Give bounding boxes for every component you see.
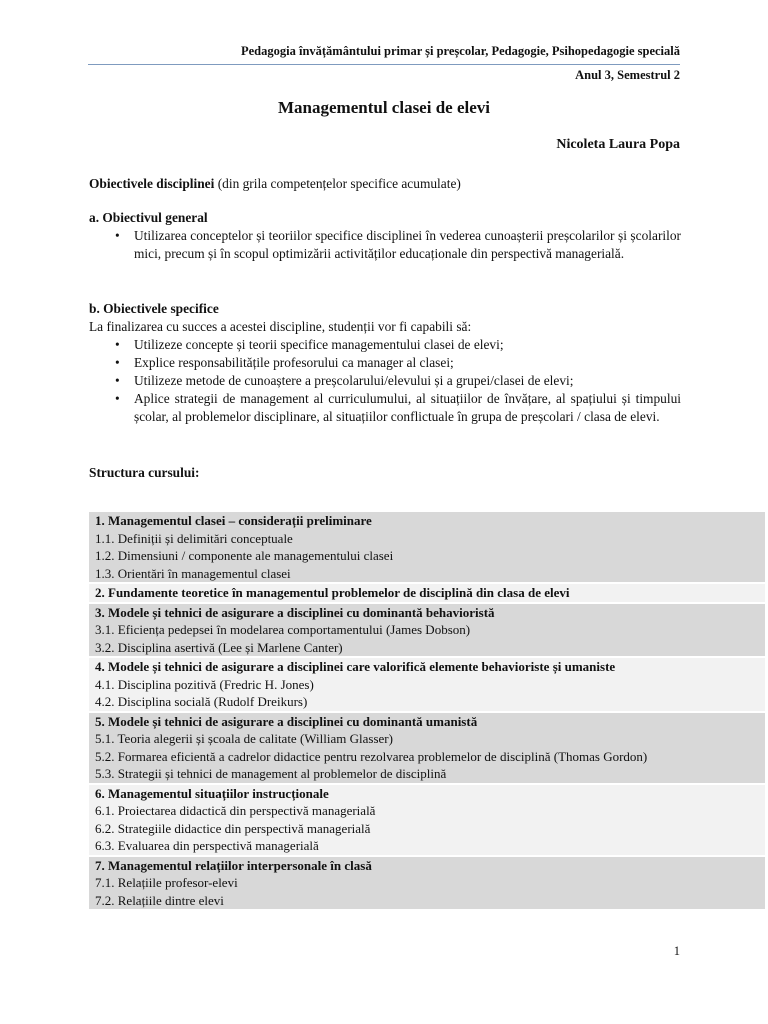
section-title: 7. Managementul relațiilor interpersonale în clasă: [95, 857, 372, 873]
section-title: 4. Modele și tehnici de asigurare a disciplinei care valorifică elemente behavioriste și umaniste: [95, 659, 616, 674]
author-name: Nicoleta Laura Popa: [556, 137, 680, 152]
section-item: 6.3. Evaluarea din perspectivă managerială: [95, 838, 319, 853]
list-item: • Explice responsabilitățile profesorului ca manager al clasei;: [89, 354, 681, 372]
section-item: 1.1. Definiții și delimitări conceptuale: [95, 530, 293, 546]
course-section-3: [89, 604, 765, 657]
section-item: 5.3. Strategii și tehnici de management al problemelor de disciplină: [95, 766, 447, 781]
objectives-heading-bold: Obiectivele disciplinei: [89, 176, 215, 191]
section-item: 1.2. Dimensiuni / componente ale managementului clasei: [95, 548, 394, 563]
section-item: 6.1. Proiectarea didactică din perspectivă managerială: [95, 803, 376, 818]
running-header-programme: Pedagogia învățământului primar și preșcolar, Pedagogie, Psihopedagogie specială: [240, 44, 680, 58]
course-section-7: [89, 857, 765, 910]
general-objective-label: a. Obiectivul general: [89, 210, 208, 225]
section-title: 5. Modele și tehnici de asigurare a disciplinei cu dominantă umanistă: [95, 713, 478, 729]
specific-objectives-list: [89, 336, 681, 426]
course-section-1: [89, 512, 765, 582]
section-title: 6. Managementul situațiilor instrucționale: [95, 785, 329, 801]
running-header-year: Anul 3, Semestrul 2: [575, 68, 680, 82]
section-item: 5.1. Teoria alegerii și școala de calitate (William Glasser): [95, 731, 393, 746]
objectives-heading-rest: (din grila competențelor specifice acumulate): [214, 176, 461, 191]
course-section-4: [89, 658, 765, 711]
course-section-2: [89, 584, 765, 602]
course-section-6: [89, 785, 765, 855]
section-item: 3.1. Eficiența pedepsei în modelarea comportamentului (James Dobson): [95, 622, 471, 637]
specific-objectives-label: b. Obiectivele specifice: [89, 301, 219, 316]
section-item: 7.2. Relațiile dintre elevi: [95, 892, 224, 908]
section-title: 1. Managementul clasei – considerații preliminare: [95, 513, 372, 528]
section-item: 4.2. Disciplina socială (Rudolf Dreikurs): [95, 694, 308, 709]
section-item: 4.1. Disciplina pozitivă (Fredric H. Jones): [95, 676, 314, 692]
page-title: Managementul clasei de elevi: [278, 98, 490, 117]
section-item: 1.3. Orientări în managementul clasei: [95, 565, 291, 581]
list-item: • Utilizeze concepte și teorii specifice managementului clasei de elevi;: [89, 336, 681, 354]
structure-heading: Structura cursului:: [89, 465, 200, 480]
course-section-5: [89, 713, 765, 783]
section-title: 3. Modele și tehnici de asigurare a disciplinei cu dominantă behavioristă: [95, 604, 495, 620]
header-divider: [88, 64, 680, 65]
section-title: 2. Fundamente teoretice în managementul problemelor de disciplină din clasa de elevi: [95, 585, 570, 600]
section-item: 6.2. Strategiile didactice din perspectivă managerială: [95, 820, 371, 836]
list-item: • Utilizeze metode de cunoaștere a preșcolarului/elevului și a grupei/clasei de elevi;: [89, 372, 681, 390]
list-item: • Utilizarea conceptelor și teoriilor specifice disciplinei în vederea cunoașterii preșcolarilor și școlarilor mici, precum și în scopul optimizării activităților educaționale din perspectivă managerială.: [89, 227, 681, 263]
section-item: 3.2. Disciplina asertivă (Lee și Marlene Canter): [95, 639, 343, 655]
list-item: • Aplice strategii de management al curriculumului, al situațiilor de învățare, al spațiului și timpului școlar, al problemelor disciplinare, al situațiilor conflictuale în grupa de preșcolari / clasa de elevi.: [89, 390, 681, 426]
specific-objectives-intro: La finalizarea cu succes a acestei discipline, studenții vor fi capabili să:: [89, 319, 472, 334]
section-item: 7.1. Relațiile profesor-elevi: [95, 875, 238, 890]
course-structure-table: [89, 510, 765, 911]
page-number: 1: [673, 944, 680, 958]
general-objective-section: [89, 209, 681, 263]
general-objective-list: [89, 227, 681, 263]
specific-objectives-section: [89, 300, 681, 426]
section-item: 5.2. Formarea eficientă a cadrelor didactice pentru rezolvarea problemelor de disciplină (Thomas Gordon): [95, 748, 648, 764]
objectives-heading: [89, 175, 681, 193]
